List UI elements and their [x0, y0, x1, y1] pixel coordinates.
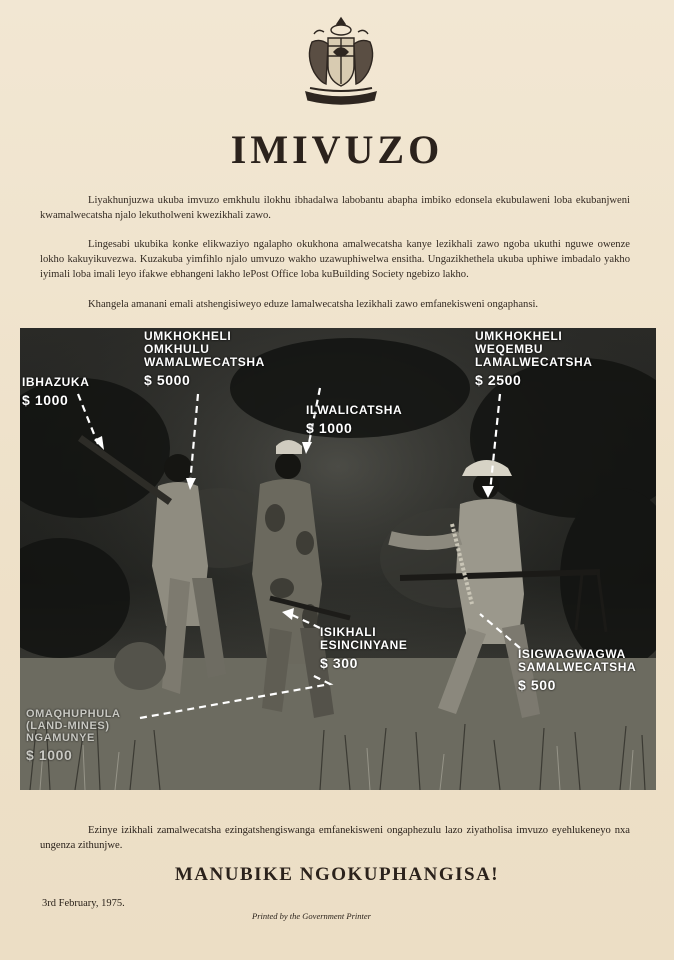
land-mines-name-line3: NGAMUNYE	[26, 732, 95, 744]
machine-gun-label	[518, 648, 636, 694]
section-leader-name-line2: WEQEMBU	[475, 342, 544, 356]
footer-paragraph: Ezinye izikhali zamalwecatsha ezingatshengiswanga emfanekisweni ongaphezulu lazo ziyatholisa imvuzo eyehlukeneyo nxa ungenza zithunjwe.	[40, 825, 630, 851]
section-leader-name-line1: UMKHOKHELI	[475, 329, 563, 343]
land-mines-name-line1: OMAQHUPHULA	[26, 708, 121, 720]
land-mines-label	[26, 708, 121, 764]
machine-gun-amount: $ 500	[518, 677, 557, 693]
small-arms-label	[320, 626, 408, 672]
group-leader-name-line1: UMKHOKHELI	[144, 329, 232, 343]
machine-gun-name-line1: ISIGWAGWAGWA	[518, 647, 626, 661]
printer-credit: Printed by the Government Printer	[252, 911, 371, 921]
poster-title: IMIVUZO	[230, 127, 444, 172]
group-leader-name-line3: WAMALWECATSHA	[144, 355, 265, 369]
bazooka-amount: $ 1000	[22, 392, 69, 408]
bazooka-name: IBHAZUKA	[22, 375, 90, 389]
section-leader-amount: $ 2500	[475, 372, 522, 388]
terrorist-name: ILWALICATSHA	[306, 403, 403, 417]
small-arms-name-line1: ISIKHALI	[320, 625, 377, 639]
reward-photograph	[20, 328, 656, 790]
section-leader-name-line3: LAMALWECATSHA	[475, 355, 593, 369]
group-leader-amount: $ 5000	[144, 372, 191, 388]
group-leader-label	[144, 330, 265, 389]
land-mines-name-line2: (LAND-MINES)	[26, 720, 110, 732]
poster-date: 3rd February, 1975.	[42, 898, 125, 909]
machine-gun-name-line2: SAMALWECATSHA	[518, 660, 637, 674]
terrorist-label	[306, 404, 402, 437]
group-leader-name-line2: OMKHULU	[144, 342, 210, 356]
confidentiality-paragraph: Lingesabi ukubika konke elikwaziyo ngalapho okukhona amalwecatsha kanye lezikhali zawo ngoba ukuthi nguwe owenze lokho kakuyikuvezwa. Kuzakuba yimfihlo njalo umvuzo wakho uzawuphiwelwa ensitha. Ungazikhethela ukuba uphiwe imbadalo yakho iyimali loba imali leyo ifakwe ebhangeni lakho lePost Office loba kuBuilding Society ngebizo lakho.	[40, 239, 630, 280]
land-mines-amount: $ 1000	[26, 747, 73, 763]
bazooka-label	[22, 376, 89, 409]
coat-of-arms-emblem	[298, 12, 384, 108]
small-arms-amount: $ 300	[320, 655, 359, 671]
call-to-action: MANUBIKE NGOKUPHANGISA!	[174, 864, 500, 885]
instruction-paragraph: Khangela amanani emali atshengisiweyo eduze lamalwecatsha lezikhali zawo emfanekisweni ongaphansi.	[88, 299, 539, 310]
section-leader-label	[475, 330, 593, 389]
intro-paragraph: Liyakhunjuzwa ukuba imvuzo emkhulu ilokhu ibhadalwa labobantu abapha imbiko edonsela ekubulaweni loba ekubanjweni kwamalwecatsha njalo lekutholweni kwezikhali zawo.	[40, 195, 630, 221]
terrorist-amount: $ 1000	[306, 420, 353, 436]
small-arms-name-line2: ESINCINYANE	[320, 638, 408, 652]
